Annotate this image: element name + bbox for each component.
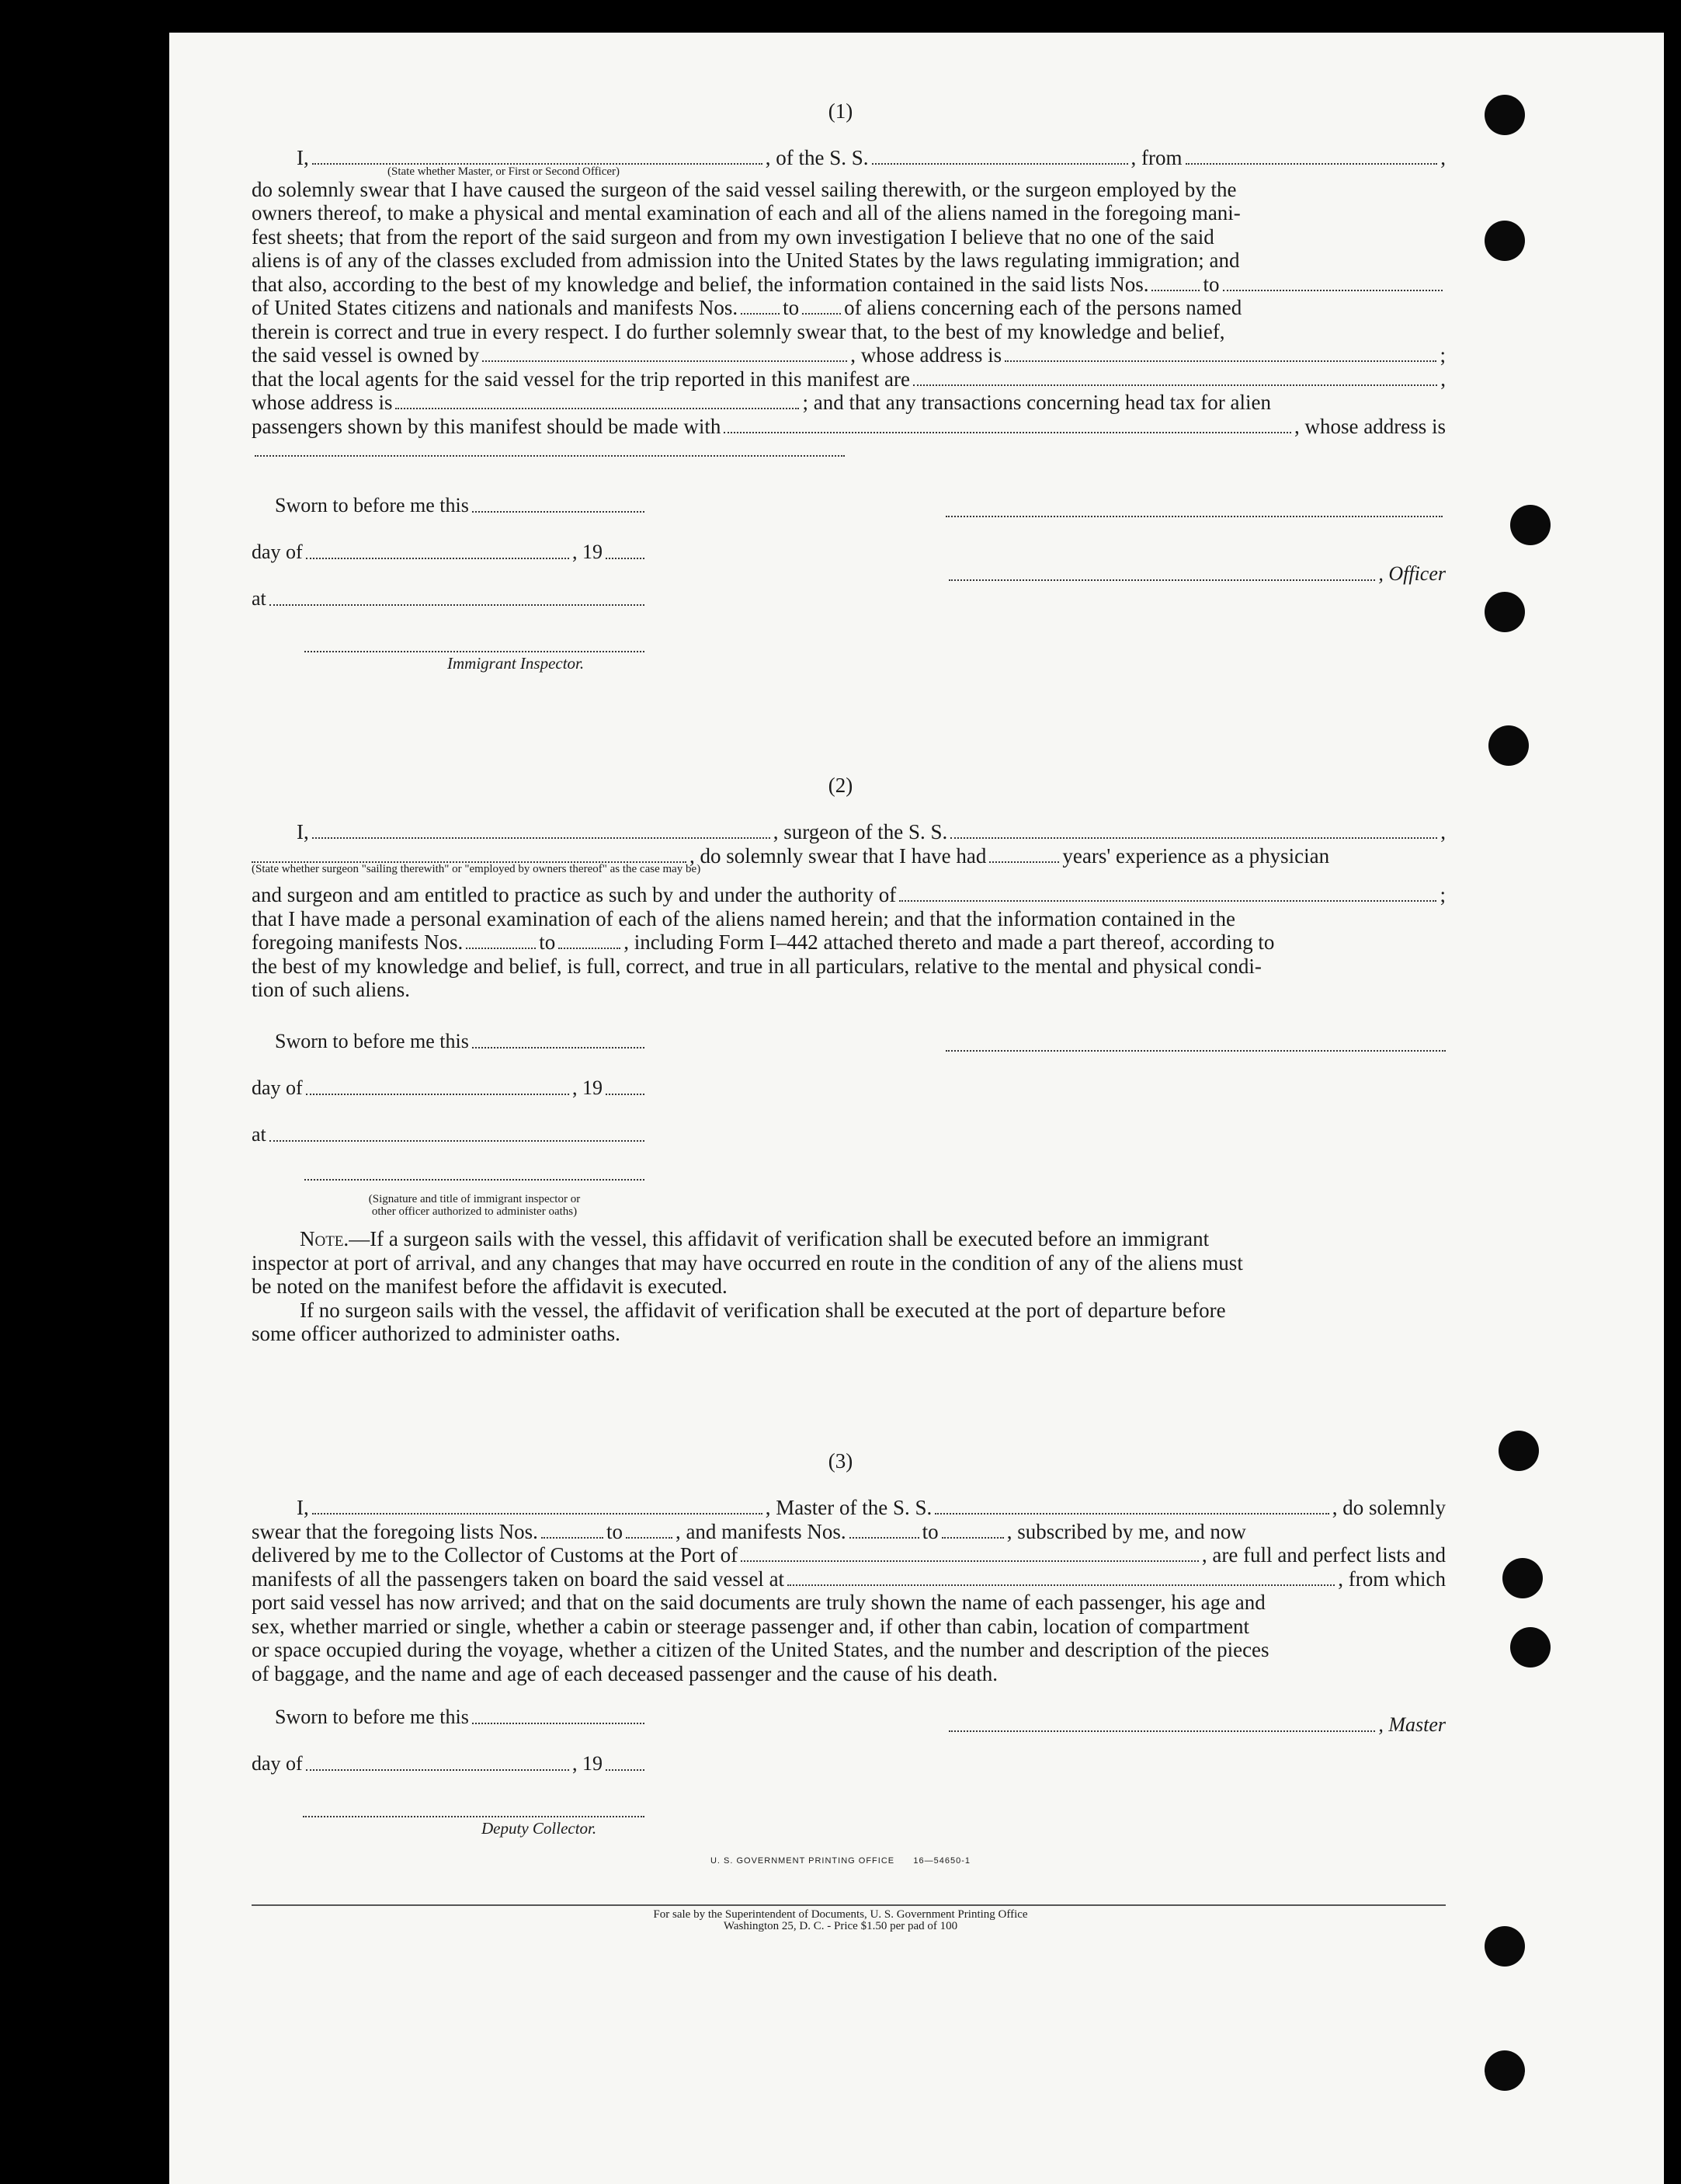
text: ,: [1440, 146, 1446, 169]
section-2-text: [252, 820, 1446, 1002]
manifests-to-field[interactable]: [558, 930, 620, 949]
text: , Master of the S. S.: [765, 1496, 933, 1519]
place-field[interactable]: [269, 1123, 644, 1142]
text: ;: [1440, 883, 1446, 906]
text-line: therein is correct and true in every respect. I do further solemnly swear that, to the best of my knowledge and belief,: [252, 319, 1225, 343]
owner-address-field[interactable]: [1005, 343, 1436, 362]
sworn-label: Sworn to before me this: [275, 1030, 469, 1052]
section-2-number: (2): [828, 774, 853, 797]
port-field[interactable]: [741, 1543, 1199, 1562]
sale-line: Washington 25, D. C. - Price $1.50 per pad of 100: [723, 1920, 958, 1932]
section-1-text: [252, 146, 1446, 462]
vessel-name-field[interactable]: [872, 146, 1128, 165]
field-caption: (State whether Master, or First or Second Officer): [387, 165, 620, 178]
text-line: do solemnly swear that I have caused the surgeon of the said vessel sailing therewith, or the surgeon employed by the: [252, 177, 1237, 201]
text: , from which: [1338, 1567, 1446, 1591]
boarding-port-field[interactable]: [787, 1567, 1335, 1586]
year-field[interactable]: [606, 1076, 644, 1095]
text-line: sex, whether married or single, whether a cabin or steerage passenger and, if other than cabin, location of compartment: [252, 1614, 1250, 1638]
text: passengers shown by this manifest should be made with: [252, 414, 721, 438]
month-field[interactable]: [306, 1076, 569, 1095]
deputy-signature-line[interactable]: [303, 1816, 644, 1817]
text-line: If no surgeon sails with the vessel, the affidavit of verification shall be executed at the port of departure before: [300, 1298, 1226, 1322]
sworn-day-field[interactable]: [472, 1706, 644, 1724]
text: of aliens concerning each of the persons named: [844, 296, 1242, 319]
authority-field[interactable]: [899, 883, 1436, 902]
text: and surgeon and am entitled to practice as such by and under the authority of: [252, 883, 897, 906]
officer-rank-field[interactable]: [312, 146, 762, 165]
section-1-jurat: [252, 494, 648, 634]
text: , do solemnly: [1332, 1496, 1446, 1519]
text: to: [606, 1519, 623, 1543]
section-3-jurat: [252, 1706, 648, 1799]
sworn-day-field[interactable]: [472, 1030, 644, 1049]
vessel-name-field[interactable]: [935, 1496, 1329, 1515]
lists-from-field[interactable]: [541, 1520, 603, 1539]
inspector-signature-line[interactable]: [304, 1179, 644, 1181]
punch-hole: [1510, 1627, 1551, 1668]
lists-to-field[interactable]: [626, 1520, 672, 1539]
sworn-label: Sworn to before me this: [275, 1706, 469, 1728]
text: delivered by me to the Collector of Customs at the Port of: [252, 1543, 738, 1567]
text: I,: [297, 146, 309, 169]
officer-signature-field[interactable]: [949, 562, 1375, 581]
footer-rule: [252, 1904, 1446, 1906]
note-label: Note.: [300, 1227, 349, 1250]
manifests-from-field[interactable]: [466, 930, 536, 949]
text-line: port said vessel has now arrived; and that on the said documents are truly shown the name of each passenger, his age and: [252, 1591, 1266, 1614]
manifests-from-field[interactable]: [741, 296, 780, 315]
text: , whose address is: [1294, 414, 1446, 438]
sworn-label: Sworn to before me this: [275, 494, 469, 516]
text: , from: [1131, 146, 1183, 169]
manifests-to-field[interactable]: [802, 296, 841, 315]
sworn-day-field[interactable]: [472, 494, 644, 513]
years-experience-field[interactable]: [989, 844, 1059, 863]
manifests-from-field[interactable]: [849, 1520, 919, 1539]
text-line: owners thereof, to make a physical and mental examination of each and all of the aliens named in the foregoing mani-: [252, 201, 1241, 224]
from-port-field[interactable]: [1186, 146, 1438, 165]
field-caption: (State whether surgeon "sailing therewith" or "employed by owners thereof" as the case may be): [252, 863, 701, 875]
local-agents-field[interactable]: [913, 367, 1437, 386]
text: swear that the foregoing lists Nos.: [252, 1519, 538, 1543]
text: I,: [297, 1496, 309, 1519]
text: , subscribed by me, and now: [1006, 1519, 1246, 1543]
year-field[interactable]: [606, 1752, 644, 1771]
at-label: at: [252, 587, 266, 610]
lists-to-field[interactable]: [1223, 273, 1443, 291]
text: ;: [1440, 343, 1446, 367]
text: ,: [1440, 367, 1446, 391]
text: manifests of all the passengers taken on board the said vessel at: [252, 1567, 785, 1591]
surgeon-status-field[interactable]: [252, 844, 686, 863]
day-of-label: day of: [252, 1076, 303, 1099]
gpo-imprint: U. S. GOVERNMENT PRINTING OFFICE 16—54650-1: [710, 1856, 971, 1866]
punch-hole: [1485, 2050, 1525, 2091]
punch-hole: [1510, 505, 1551, 545]
text-line: be noted on the manifest before the affidavit is executed.: [252, 1275, 728, 1298]
owner-field[interactable]: [482, 343, 847, 362]
punch-hole: [1485, 221, 1525, 261]
section-3-text: [252, 1496, 1446, 1685]
text: , whose address is: [850, 343, 1002, 367]
master-signature-field[interactable]: [949, 1713, 1375, 1732]
master-name-field[interactable]: [312, 1496, 762, 1515]
caption-line: (Signature and title of immigrant inspector or: [368, 1193, 581, 1205]
inspector-signature-line[interactable]: [304, 651, 644, 652]
at-label: at: [252, 1123, 266, 1146]
text: to: [1203, 272, 1220, 296]
text: , and manifests Nos.: [675, 1519, 846, 1543]
text: —If a surgeon sails with the vessel, this affidavit of verification shall be executed before an immigrant: [349, 1227, 1210, 1250]
officer-label: , Officer: [1378, 562, 1446, 585]
text: , including Form I–442 attached thereto and made a part thereof, according to: [623, 930, 1275, 954]
text: foregoing manifests Nos.: [252, 930, 464, 954]
text-line: the best of my knowledge and belief, is full, correct, and true in all particulars, relative to the mental and physical condi-: [252, 954, 1262, 978]
text-line: of baggage, and the name and age of each deceased passenger and the cause of his death.: [252, 1661, 999, 1685]
sale-notice: [0, 1909, 1681, 1932]
agents-address-field[interactable]: [395, 391, 799, 409]
text: whose address is: [252, 391, 393, 414]
text: , of the S. S.: [765, 146, 869, 169]
section-2-note: [252, 1227, 1446, 1346]
punch-hole: [1502, 1558, 1543, 1598]
vessel-name-field[interactable]: [950, 820, 1437, 839]
master-label: , Master: [1378, 1713, 1446, 1736]
head-tax-address-field[interactable]: [255, 438, 845, 457]
section-1-number: (1): [828, 99, 853, 123]
punch-hole: [1488, 725, 1529, 766]
year-label: , 19: [572, 1076, 603, 1099]
text: , surgeon of the S. S.: [773, 820, 948, 843]
text: ; and that any transactions concerning head tax for alien: [802, 391, 1272, 414]
text-line: some officer authorized to administer oaths.: [252, 1322, 620, 1345]
text-line: tion of such aliens.: [252, 978, 410, 1001]
text: to: [783, 296, 800, 319]
punch-hole: [1485, 592, 1525, 632]
text: , are full and perfect lists and: [1201, 1543, 1446, 1567]
text-line: or space occupied during the voyage, whether a citizen of the United States, and the number and description of the pieces: [252, 1638, 1269, 1661]
sale-line: For sale by the Superintendent of Documents, U. S. Government Printing Office: [653, 1908, 1028, 1921]
year-label: , 19: [572, 541, 603, 563]
text: to: [539, 930, 556, 954]
signature-line[interactable]: [946, 516, 1443, 517]
text: ,: [1440, 820, 1446, 843]
day-of-label: day of: [252, 1752, 303, 1775]
month-field[interactable]: [306, 541, 569, 559]
surgeon-signature-line[interactable]: [946, 1050, 1446, 1052]
text: years' experience as a physician: [1062, 843, 1330, 868]
text-line: fest sheets; that from the report of the said surgeon and from my own investigation I believe that no one of the said: [252, 224, 1214, 249]
text-line: that I have made a personal examination of each of the aliens named herein; and that the information contained in the: [252, 906, 1236, 930]
text-line: aliens is of any of the classes excluded from admission into the United States by the laws regulating immigration; and: [252, 249, 1240, 272]
text-line: inspector at port of arrival, and any changes that may have occurred en route in the condition of any of the aliens must: [252, 1250, 1243, 1275]
deputy-caption: Deputy Collector.: [481, 1819, 597, 1838]
section-2-jurat: [252, 1030, 648, 1170]
day-of-label: day of: [252, 541, 303, 563]
month-field[interactable]: [306, 1752, 569, 1771]
manifests-to-field[interactable]: [942, 1520, 1004, 1539]
year-field[interactable]: [606, 541, 644, 559]
text: the said vessel is owned by: [252, 343, 480, 367]
text: , do solemnly swear that I have had: [689, 843, 987, 868]
place-field[interactable]: [269, 587, 644, 606]
signature-caption: [304, 1193, 644, 1218]
section-3-number: (3): [828, 1449, 853, 1473]
text: to: [922, 1519, 939, 1543]
inspector-caption: Immigrant Inspector.: [447, 654, 585, 673]
text: that the local agents for the said vessel for the trip reported in this manifest are: [252, 367, 910, 391]
text: that also, according to the best of my knowledge and belief, the information contained in the said lists Nos.: [252, 272, 1149, 296]
surgeon-name-field[interactable]: [312, 820, 770, 839]
text: I,: [297, 820, 309, 843]
year-label: , 19: [572, 1752, 603, 1775]
lists-from-field[interactable]: [1151, 273, 1200, 291]
caption-line: other officer authorized to administer oaths): [371, 1205, 578, 1218]
text: of United States citizens and nationals and manifests Nos.: [252, 296, 738, 319]
head-tax-party-field[interactable]: [724, 415, 1291, 433]
